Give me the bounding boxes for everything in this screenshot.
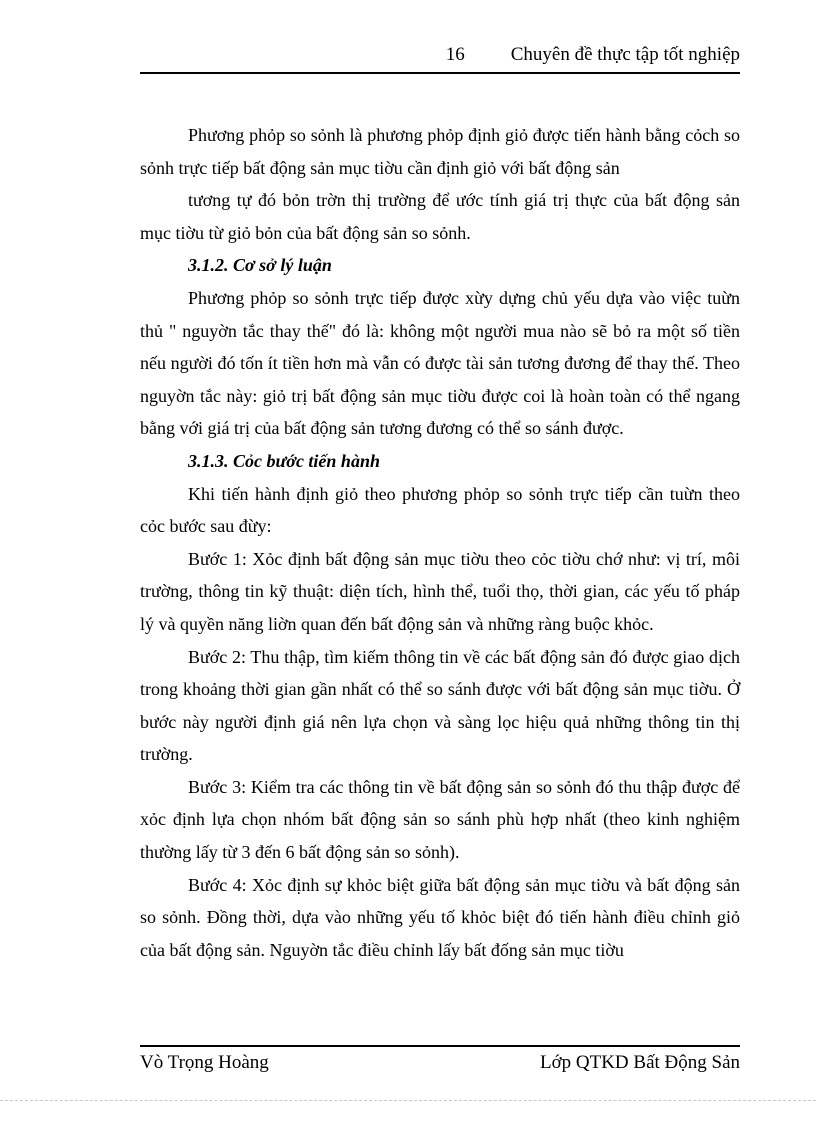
document-body bbox=[140, 119, 740, 966]
footer-divider bbox=[140, 1045, 740, 1047]
footer-class: Lớp QTKD Bất Động Sản bbox=[539, 1052, 740, 1073]
body-paragraph: Phương phỏp so sỏnh là phương phỏp định giỏ được tiến hành bằng cỏch so sỏnh trực tiếp bất động sản mục tiờu cần định giỏ với bất động sản bbox=[140, 125, 740, 178]
body-paragraph: Bước 4: Xỏc định sự khỏc biệt giữa bất động sản mục tiờu và bất động sản so sỏnh. Đồng thời, dựa vào những yếu tố khỏc biệt đó tiến hành điều chỉnh giỏ của bất động sản. Nguyờn tắc điều chỉnh lấy bất đống sản mục tiờu bbox=[140, 874, 740, 960]
body-paragraph: Bước 1: Xỏc định bất động sản mục tiờu theo cỏc tiờu chớ như: vị trí, môi trường, thông tin kỹ thuật: diện tích, hình thể, tuổi thọ, thời gian, các yếu tố pháp lý và quyền năng liờn quan đến bất động sản và những ràng buộc khỏc. bbox=[140, 548, 740, 634]
page-number: 16 bbox=[445, 44, 465, 65]
page-break-line bbox=[0, 1100, 816, 1101]
footer-author: Vò Trọng Hoàng bbox=[140, 1052, 269, 1073]
section-heading: 3.1.3. Cỏc bước tiến hành bbox=[188, 450, 380, 471]
body-paragraph: Bước 3: Kiểm tra các thông tin về bất động sản so sỏnh đó thu thập được để xỏc định lựa chọn nhóm bất động sản so sánh phù hợp nhất (theo kinh nghiệm thường lấy từ 3 đến 6 bất động sản so sỏnh). bbox=[140, 776, 740, 863]
header-divider bbox=[140, 72, 740, 74]
section-heading: 3.1.2. Cơ sở lý luận bbox=[188, 255, 332, 276]
body-paragraph: Phương phỏp so sỏnh trực tiếp được xừy dựng chủ yếu dựa vào việc tuừn thủ " nguyờn tắc thay thế" đó là: không một người mua nào sẽ bỏ ra một số tiền nếu người đó tốn ít tiền hơn mà vẫn có được tài sản tương đương để thay thế. Theo nguyờn tắc này: giỏ trị bất động sản mục tiờu được coi là hoàn toàn có thể ngang bằng với giá trị của bất động sản tương đương có thể so sánh được. bbox=[140, 287, 740, 439]
body-paragraph: Bước 2: Thu thập, tìm kiếm thông tin về các bất động sản đó được giao dịch trong khoảng thời gian gần nhất có thể so sánh được với bất động sản mục tiờu. Ở bước này người định giá nên lựa chọn và sàng lọc hiệu quả những thông tin thị trường. bbox=[140, 646, 740, 765]
page-footer bbox=[140, 1052, 740, 1074]
header-title: Chuyên đề thực tập tốt nghiệp bbox=[510, 44, 740, 65]
body-paragraph: tương tự đó bỏn trờn thị trường để ước tính giá trị thực của bất động sản mục tiờu từ giỏ bỏn của bất động sản so sỏnh. bbox=[140, 190, 740, 243]
body-paragraph: Khi tiến hành định giỏ theo phương phỏp so sỏnh trực tiếp cần tuừn theo cỏc bước sau đừy: bbox=[140, 483, 740, 537]
page-header bbox=[140, 44, 740, 66]
